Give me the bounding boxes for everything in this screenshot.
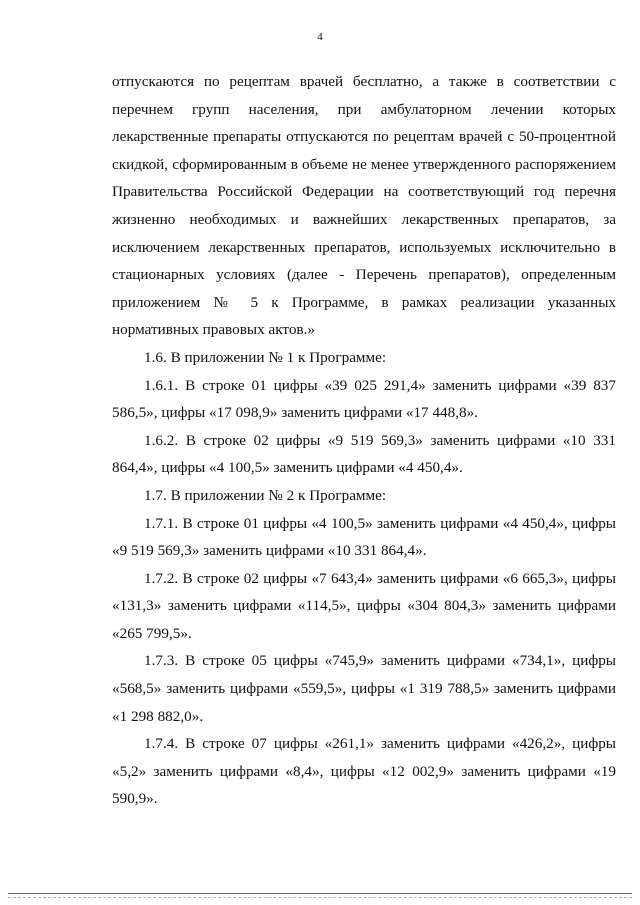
page-bottom-rule [8, 897, 632, 898]
text-line: Правительства Российской Федерации на соответствующий год перечня [112, 183, 616, 201]
text-line: исключением лекарственных препаратов, используемых исключительно в [112, 238, 616, 256]
text-line: 1.7.4. В строке 07 цифры «261,1» заменить цифрами «426,2», цифры [144, 735, 616, 753]
text-line: 1.6.1. В строке 01 цифры «39 025 291,4» заменить цифрами «39 837 [144, 376, 616, 394]
section-heading: 1.7. В приложении № 2 к Программе: [144, 486, 387, 504]
text-line: 586,5», цифры «17 098,9» заменить цифрами «17 448,8». [112, 404, 479, 422]
text-line: 864,4», цифры «4 100,5» заменить цифрами «4 450,4». [112, 459, 463, 477]
text-line: перечнем групп населения, при амбулаторном лечении которых [112, 100, 616, 118]
text-line: стационарных условиях (далее - Перечень препаратов), определенным [112, 266, 616, 284]
text-line: «265 799,5». [112, 624, 192, 642]
text-line: «131,3» заменить цифрами «114,5», цифры «304 804,3» заменить цифрами [112, 597, 616, 615]
text-line: приложением № 5 к Программе, в рамках реализации указанных [112, 293, 616, 311]
page-bottom-rule [8, 893, 632, 894]
text-line: 590,9». [112, 790, 158, 808]
section-heading: 1.6. В приложении № 1 к Программе: [144, 348, 387, 366]
text-line: нормативных правовых актов.» [112, 321, 315, 339]
text-line: 1.7.2. В строке 02 цифры «7 643,4» заменить цифрами «6 665,3», цифры [144, 569, 616, 587]
text-line: 1.7.3. В строке 05 цифры «745,9» заменить цифрами «734,1», цифры [144, 652, 616, 670]
text-line: отпускаются по рецептам врачей бесплатно, а также в соответствии с [112, 73, 616, 90]
text-line: жизненно необходимых и важнейших лекарственных препаратов, за [112, 210, 616, 228]
text-line: «5,2» заменить цифрами «8,4», цифры «12 002,9» заменить цифрами «19 [112, 762, 616, 780]
text-line: «9 519 569,3» заменить цифрами «10 331 864,4». [112, 542, 427, 560]
page-number: 4 [317, 31, 323, 43]
text-line: лекарственные препараты отпускаются по рецептам врачей с 50-процентной [112, 128, 616, 146]
text-line: скидкой, сформированным в объеме не менее утвержденного распоряжением [112, 155, 616, 173]
text-line: 1.7.1. В строке 01 цифры «4 100,5» заменить цифрами «4 450,4», цифры [144, 514, 616, 532]
document-body [112, 68, 616, 813]
text-line: «1 298 882,0». [112, 707, 204, 725]
text-line: 1.6.2. В строке 02 цифры «9 519 569,3» заменить цифрами «10 331 [144, 431, 616, 449]
text-line: «568,5» заменить цифрами «559,5», цифры «1 319 788,5» заменить цифрами [112, 680, 616, 698]
